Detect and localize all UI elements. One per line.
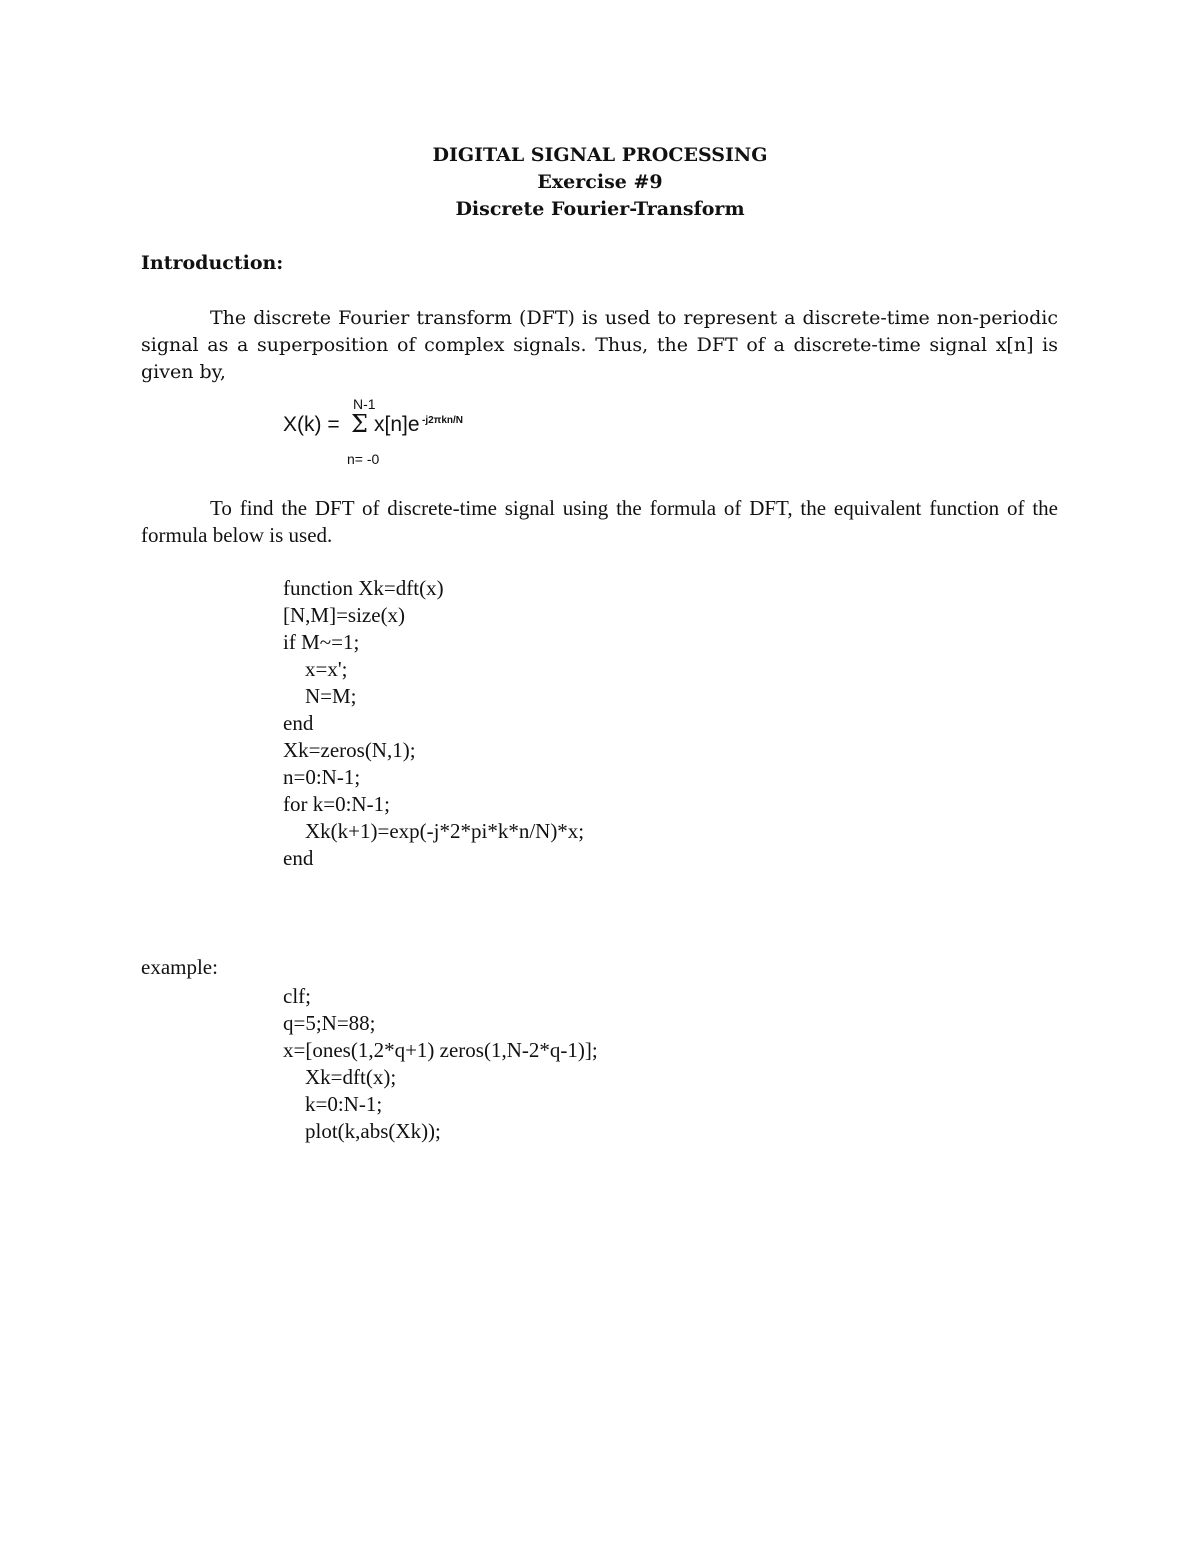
example-label: example: — [141, 955, 218, 979]
example-code-line: k=0:N-1; — [305, 1092, 383, 1116]
function-code-line: if M~=1; — [283, 630, 360, 654]
function-code-line: x=x'; — [305, 657, 348, 681]
function-code-line: n=0:N-1; — [283, 765, 361, 789]
formula-lower-limit: n= -0 — [347, 451, 380, 467]
function-code-line: [N,M]=size(x) — [283, 603, 406, 627]
formula-upper-limit: N-1 — [353, 396, 376, 412]
example-code-line: clf; — [283, 984, 311, 1008]
function-code-line: end — [283, 711, 314, 735]
example-code-line: Xk=dft(x); — [305, 1065, 397, 1089]
dft-function-code — [283, 575, 584, 872]
function-code-line: for k=0:N-1; — [283, 792, 390, 816]
function-description-paragraph — [141, 495, 1058, 549]
dft-formula — [283, 396, 543, 476]
function-code-line: Xk=zeros(N,1); — [283, 738, 416, 762]
document-title: DIGITAL SIGNAL PROCESSING — [432, 144, 768, 166]
introduction-paragraph-text: The discrete Fourier transform (DFT) is used to represent a discrete-time non-periodic signal as a superposition of complex signals. Thus, the DFT of a discrete-time signal x[n] is given by, — [141, 307, 1058, 383]
example-code-line: x=[ones(1,2*q+1) zeros(1,N-2*q-1)]; — [283, 1038, 598, 1062]
example-code-line: plot(k,abs(Xk)); — [305, 1119, 441, 1143]
summation-symbol: Σ — [351, 410, 368, 438]
introduction-heading: Introduction: — [141, 252, 284, 274]
exercise-number: Exercise #9 — [537, 171, 663, 193]
example-code-line: q=5;N=88; — [283, 1011, 376, 1035]
function-code-line: function Xk=dft(x) — [283, 576, 444, 600]
function-code-line: Xk(k+1)=exp(-j*2*pi*k*n/N)*x; — [305, 819, 585, 843]
introduction-paragraph — [141, 305, 1058, 386]
function-code-line: end — [283, 846, 314, 870]
formula-term: x[n]e — [374, 413, 420, 436]
example-code — [283, 983, 598, 1145]
function-code-line: N=M; — [305, 684, 357, 708]
formula-exponent: -j2πkn/N — [422, 415, 463, 426]
formula-lhs: X(k) = — [283, 413, 340, 436]
exercise-subtitle: Discrete Fourier-Transform — [455, 198, 745, 220]
function-description-text: To find the DFT of discrete-time signal using the formula of DFT, the equivalent function of the formula below is used. — [141, 496, 1058, 547]
